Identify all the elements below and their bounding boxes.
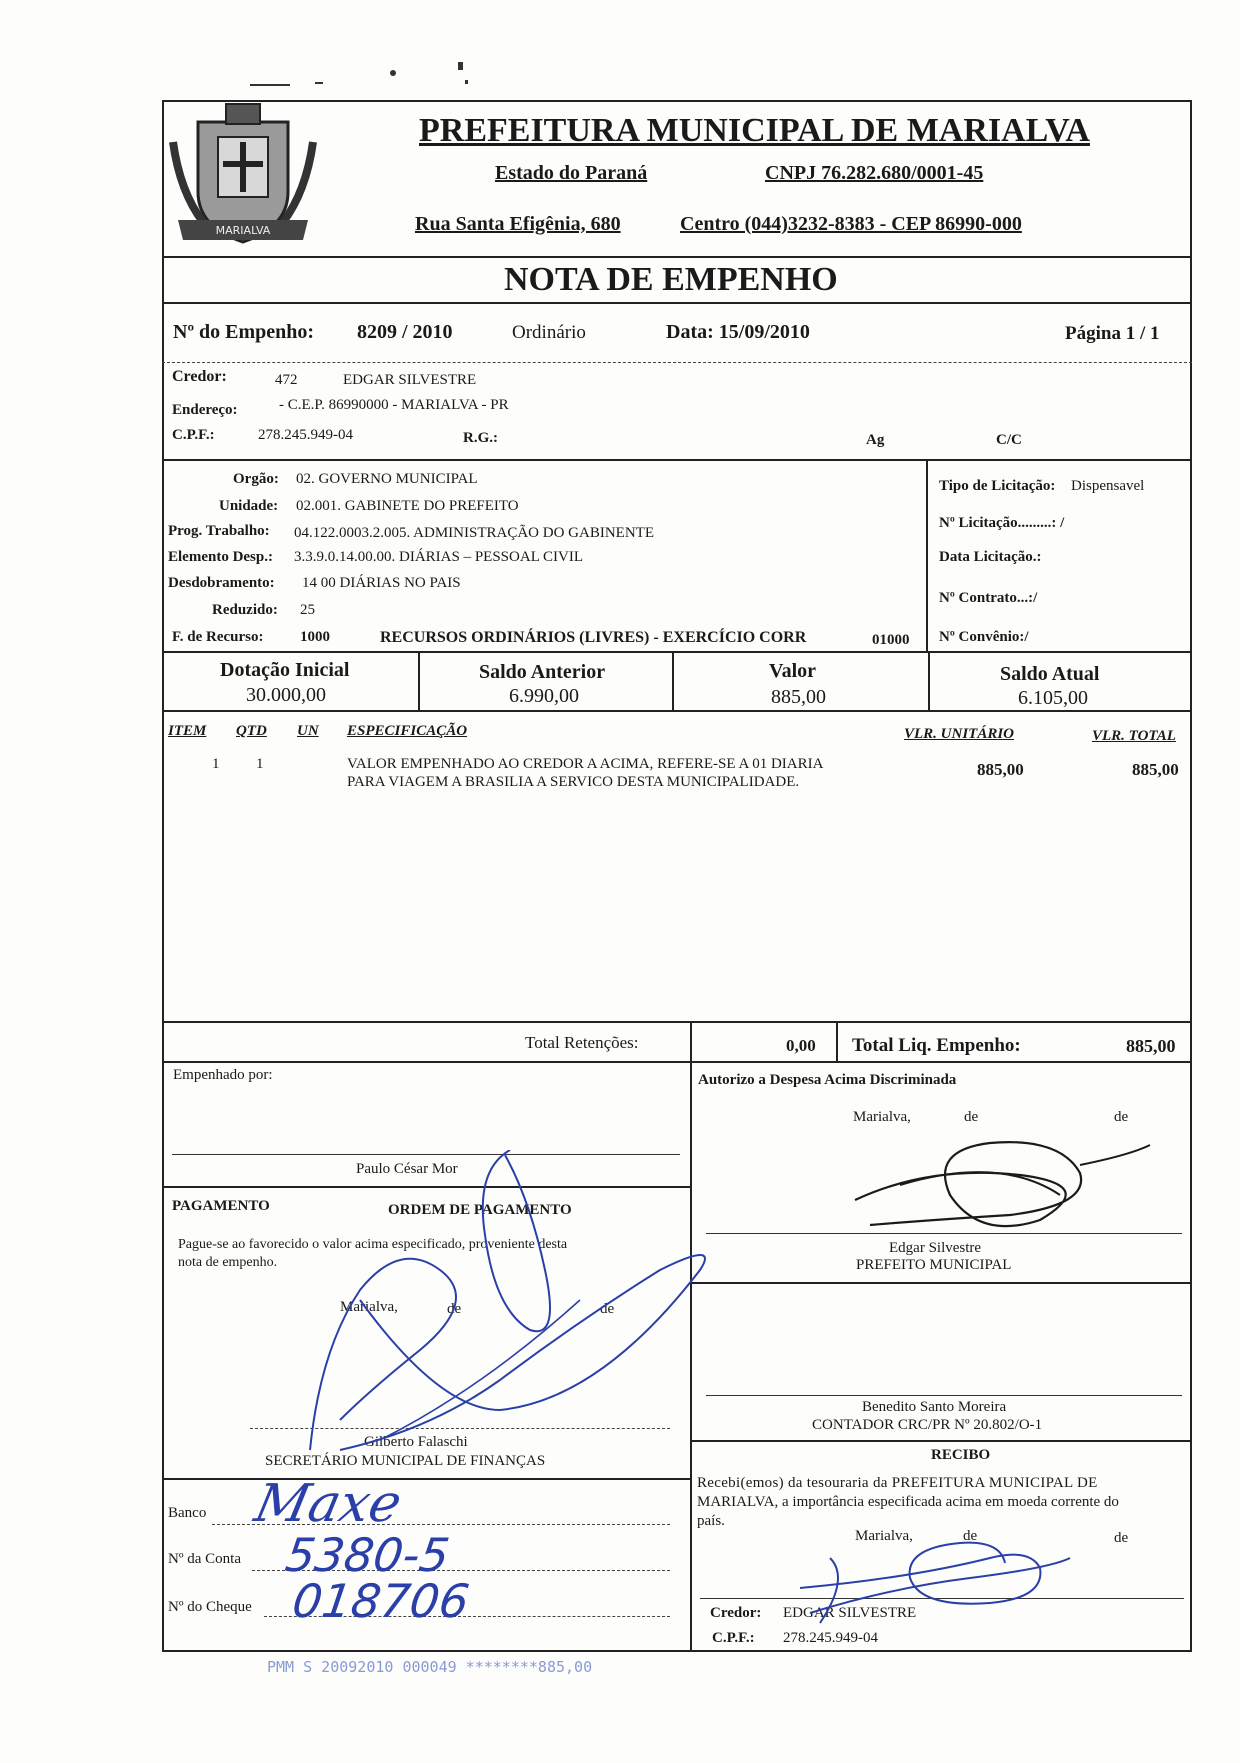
- saldo-anterior-label: Saldo Anterior: [479, 661, 606, 683]
- recibo-text-line1: Recebi(emos) da tesouraria da PREFEITURA MUNICIPAL DE: [697, 1475, 1098, 1491]
- unidade-label: Unidade:: [219, 498, 279, 514]
- empenhado-por-name: Paulo César Mor: [356, 1161, 458, 1177]
- svg-text:MARIALVA: MARIALVA: [215, 224, 271, 237]
- item-vlr-total: 885,00: [1132, 760, 1179, 779]
- reduzido-value: 25: [300, 602, 315, 618]
- elemento-label: Elemento Desp.:: [168, 549, 273, 565]
- autorizo-label: Autorizo a Despesa Acima Discriminada: [698, 1072, 957, 1088]
- orgao-value: 02. GOVERNO MUNICIPAL: [296, 471, 478, 487]
- fonte-description: RECURSOS ORDINÁRIOS (LIVRES) - EXERCÍCIO CORR: [380, 629, 807, 646]
- desdobramento-value: 14 00 DIÁRIAS NO PAIS: [302, 575, 461, 591]
- banco-label: Banco: [168, 1505, 207, 1521]
- total-retencoes-value: 0,00: [786, 1036, 816, 1055]
- orgao-label: Orgão:: [233, 471, 279, 487]
- pagamento-text-line1: Pague-se ao favorecido o valor acima especificado, proveniente desta: [178, 1237, 568, 1252]
- empenho-number-label: Nº do Empenho:: [173, 321, 315, 343]
- scan-mark: [390, 70, 396, 76]
- recibo-cpf-label: C.P.F.:: [712, 1630, 755, 1646]
- secretario-title: SECRETÁRIO MUNICIPAL DE FINANÇAS: [265, 1453, 546, 1469]
- total-liquido-value: 885,00: [1126, 1036, 1176, 1056]
- contador-name: Benedito Santo Moreira: [862, 1399, 1007, 1415]
- empenho-type: Ordinário: [512, 322, 586, 343]
- endereco-value: - C.E.P. 86990000 - MARIALVA - PR: [279, 397, 509, 413]
- col-header-un: UN: [297, 723, 319, 739]
- pagamento-de-2: de: [600, 1301, 615, 1317]
- total-retencoes-label: Total Retenções:: [525, 1033, 639, 1052]
- empenho-number: 8209 / 2010: [357, 321, 453, 343]
- rg-label: R.G.:: [463, 430, 498, 446]
- credor-code: 472: [275, 372, 298, 388]
- recibo-credor-value: EDGAR SILVESTRE: [783, 1605, 917, 1621]
- cpf-label: C.P.F.:: [172, 427, 215, 443]
- prefeito-signature-icon: [840, 1125, 1180, 1235]
- scan-mark: [315, 82, 323, 84]
- document-title: NOTA DE EMPENHO: [504, 261, 838, 298]
- unidade-value: 02.001. GABINETE DO PREFEITO: [296, 498, 519, 514]
- empenho-date: Data: 15/09/2010: [666, 321, 810, 343]
- valor-value: 885,00: [771, 686, 826, 708]
- credor-name: EDGAR SILVESTRE: [343, 372, 477, 388]
- pagamento-label: PAGAMENTO: [172, 1198, 270, 1214]
- recibo-text-line3: país.: [697, 1513, 725, 1529]
- recibo-de-2: de: [1114, 1530, 1129, 1546]
- licitacao-tipo-value: Dispensavel: [1071, 478, 1145, 494]
- recibo-title: RECIBO: [931, 1447, 991, 1463]
- recibo-text-line2: MARIALVA, a importância especificada acima em moeda corrente do: [697, 1494, 1119, 1510]
- ordem-pagamento-label: ORDEM DE PAGAMENTO: [388, 1202, 572, 1218]
- recibo-place: Marialva,: [855, 1528, 913, 1544]
- state-label: Estado do Paraná: [495, 162, 648, 184]
- scan-mark: [458, 62, 463, 70]
- total-liquido-label: Total Liq. Empenho:: [852, 1035, 1021, 1056]
- ag-label: Ag: [866, 432, 885, 448]
- licitacao-number: Nº Licitação.........: /: [939, 515, 1065, 531]
- cnpj-label: CNPJ 76.282.680/0001-45: [765, 162, 984, 184]
- item-spec-line1: VALOR EMPENHADO AO CREDOR A ACIMA, REFERE-SE A 01 DIARIA: [347, 756, 824, 772]
- col-header-item: ITEM: [168, 723, 207, 739]
- secretario-name: Gilberto Falaschi: [364, 1434, 468, 1450]
- prog-value: 04.122.0003.2.005. ADMINISTRAÇÃO DO GABINENTE: [294, 525, 654, 541]
- col-header-especificacao: ESPECIFICAÇÃO: [347, 723, 468, 739]
- endereco-label: Endereço:: [172, 402, 238, 418]
- scan-mark: [250, 84, 290, 86]
- item-vlr-unitario: 885,00: [977, 760, 1024, 779]
- scan-mark: [465, 80, 468, 84]
- saldo-anterior-value: 6.990,00: [509, 685, 579, 707]
- autorizo-de-2: de: [1114, 1109, 1129, 1125]
- conta-label: Nº da Conta: [168, 1551, 241, 1567]
- cheque-handwritten-value[interactable]: 018706: [289, 1574, 473, 1628]
- reduzido-label: Reduzido:: [212, 602, 278, 618]
- saldo-atual-value: 6.105,00: [1018, 687, 1088, 709]
- contact-label: Centro (044)3232-8383 - CEP 86990-000: [680, 213, 1022, 235]
- elemento-value: 3.3.9.0.14.00.00. DIÁRIAS – PESSOAL CIVIL: [294, 549, 584, 565]
- cheque-label: Nº do Cheque: [168, 1599, 252, 1615]
- autorizo-de-1: de: [964, 1109, 979, 1125]
- municipal-coat-of-arms-icon: [168, 102, 318, 250]
- page-indicator: Página 1 / 1: [1065, 323, 1160, 344]
- recibo-credor-label: Credor:: [710, 1605, 762, 1621]
- banco-handwritten-value[interactable]: Maxe: [249, 1474, 407, 1534]
- conta-handwritten-value[interactable]: 5380-5: [282, 1528, 453, 1582]
- item-qtd: 1: [256, 756, 264, 772]
- recibo-cpf-value: 278.245.949-04: [783, 1630, 878, 1646]
- licitacao-date: Data Licitação.:: [939, 549, 1042, 565]
- col-header-vlr-unitario: VLR. UNITÁRIO: [904, 726, 1015, 742]
- autorizo-place: Marialva,: [853, 1109, 911, 1125]
- saldo-atual-label: Saldo Atual: [1000, 663, 1100, 685]
- prefeito-name: Edgar Silvestre: [889, 1240, 982, 1256]
- col-header-qtd: QTD: [236, 723, 267, 739]
- payment-stamp: PMM S 20092010 000049 ********885,00: [267, 1658, 593, 1676]
- item-spec-line2: PARA VIAGEM A BRASILIA A SERVICO DESTA MUNICIPALIDADE.: [347, 774, 800, 790]
- dotacao-inicial-value: 30.000,00: [246, 684, 326, 706]
- item-number: 1: [212, 756, 220, 772]
- recibo-de-1: de: [963, 1528, 978, 1544]
- cpf-value: 278.245.949-04: [258, 427, 353, 443]
- desdobramento-label: Desdobramento:: [168, 575, 275, 591]
- fonte-label: F. de Recurso:: [172, 629, 264, 645]
- empenhado-por-label: Empenhado por:: [173, 1067, 273, 1083]
- col-header-vlr-total: VLR. TOTAL: [1092, 728, 1176, 744]
- credor-signature-icon: [790, 1518, 1090, 1628]
- convenio-number: Nº Convênio:/: [939, 629, 1029, 645]
- fonte-code: 1000: [300, 629, 330, 645]
- secretario-signature-icon: [280, 1150, 740, 1470]
- pagamento-text-line2: nota de empenho.: [178, 1255, 278, 1270]
- credor-label: Credor:: [172, 368, 227, 385]
- dotacao-inicial-label: Dotação Inicial: [220, 659, 350, 681]
- pagamento-de-1: de: [447, 1301, 462, 1317]
- contador-title: CONTADOR CRC/PR Nº 20.802/O-1: [812, 1417, 1043, 1433]
- prefeito-title: PREFEITO MUNICIPAL: [856, 1257, 1012, 1273]
- licitacao-tipo-label: Tipo de Licitação:: [939, 478, 1056, 494]
- fonte-number: 01000: [872, 632, 910, 648]
- cc-label: C/C: [996, 432, 1022, 448]
- pagamento-place: Marialva,: [340, 1299, 398, 1315]
- prefeitura-title: PREFEITURA MUNICIPAL DE MARIALVA: [419, 112, 1090, 149]
- valor-label: Valor: [769, 660, 817, 682]
- contrato-number: Nº Contrato...:/: [939, 590, 1038, 606]
- address-label: Rua Santa Efigênia, 680: [415, 213, 621, 235]
- prog-label: Prog. Trabalho:: [168, 523, 270, 539]
